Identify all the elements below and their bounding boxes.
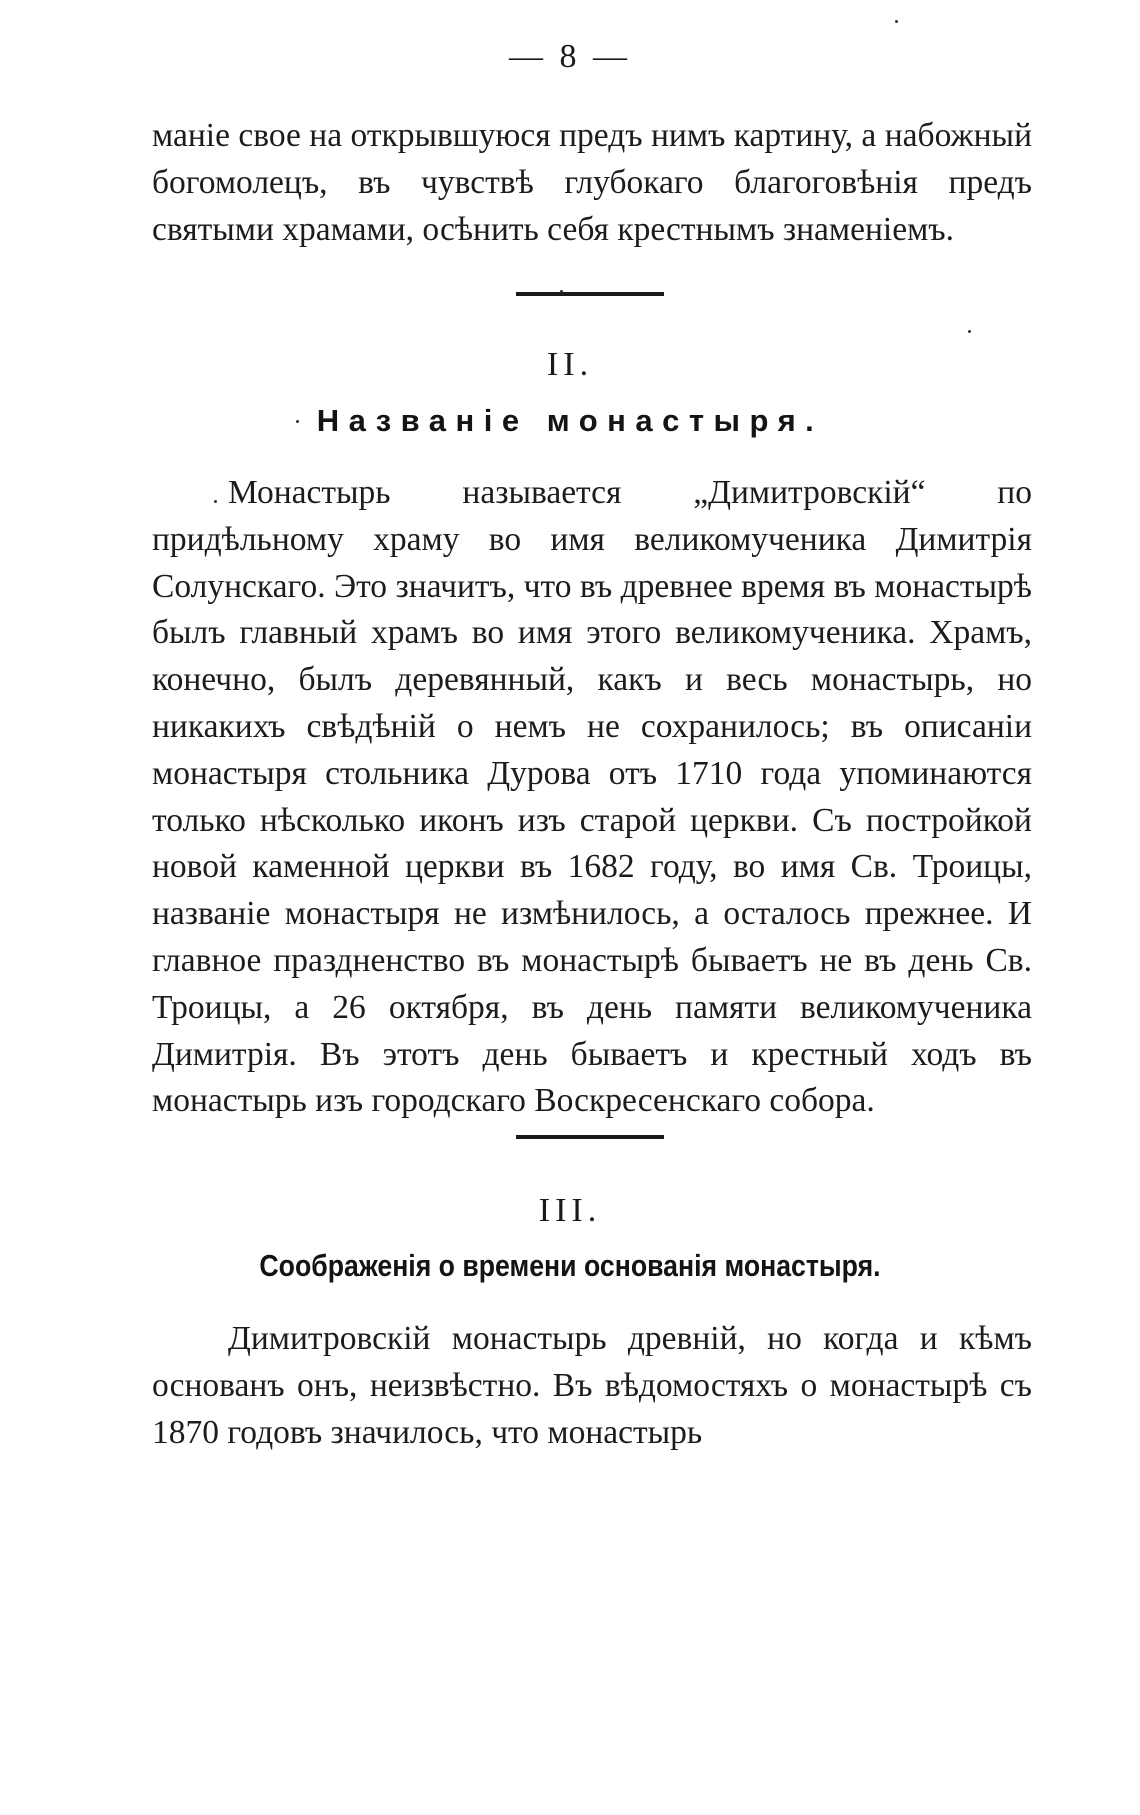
section-2-heading: Названіе монастыря. (316, 403, 824, 438)
print-speck (214, 500, 217, 503)
section-3-heading: Соображенія о времени основанія монастыря. (259, 1248, 881, 1283)
section-divider (516, 292, 664, 296)
print-speck (968, 330, 971, 333)
section-2-numeral: II. (546, 346, 594, 383)
section-3-numeral: III. (538, 1192, 602, 1229)
section-divider (516, 1135, 664, 1139)
section-3-paragraph: Димитровскій монастырь древній, но когда и кѣмъ основанъ онъ, неизвѣстно. Въ вѣдомостяхъ о монастырѣ съ 1870 годовъ значилось, что монастырь (152, 1320, 1032, 1451)
print-speck (895, 20, 898, 23)
page-number: — 8 — (509, 38, 631, 75)
section-2-paragraph: Монастырь называется „Димитровскій“ по придѣльному храму во имя великомученика Димитрія Солунскаго. Это значитъ, что въ древнее время въ монастырѣ былъ главный храмъ во имя этого великомученика. Храмъ, конечно, былъ деревянный, какъ и весь монастырь, но никакихъ свѣдѣній о немъ не сохранилось; въ описаніи монастыря стольника Дурова отъ 1710 года упоминаются только нѣсколько иконъ изъ старой церкви. Съ постройкой новой каменной церкви въ 1682 году, во имя Св. Троицы, названіе монастыря не измѣнилось, а осталось прежнее. И главное праздненство въ монастырѣ бываетъ не въ день Св. Троицы, а 26 октября, въ день памяти великомученика Димитрія. Въ этотъ день бываетъ и крестный ходъ въ монастырь изъ городскаго Воскресенскаго собора. (152, 474, 1032, 1120)
intro-paragraph: маніе свое на открывшуюся предъ нимъ картину, а набожный богомолецъ, въ чувствѣ глубокаго благоговѣнія предъ святыми храмами, осѣнить себя крестнымъ знаменіемъ. (152, 117, 1032, 248)
print-speck (296, 420, 299, 423)
print-speck (560, 290, 563, 293)
